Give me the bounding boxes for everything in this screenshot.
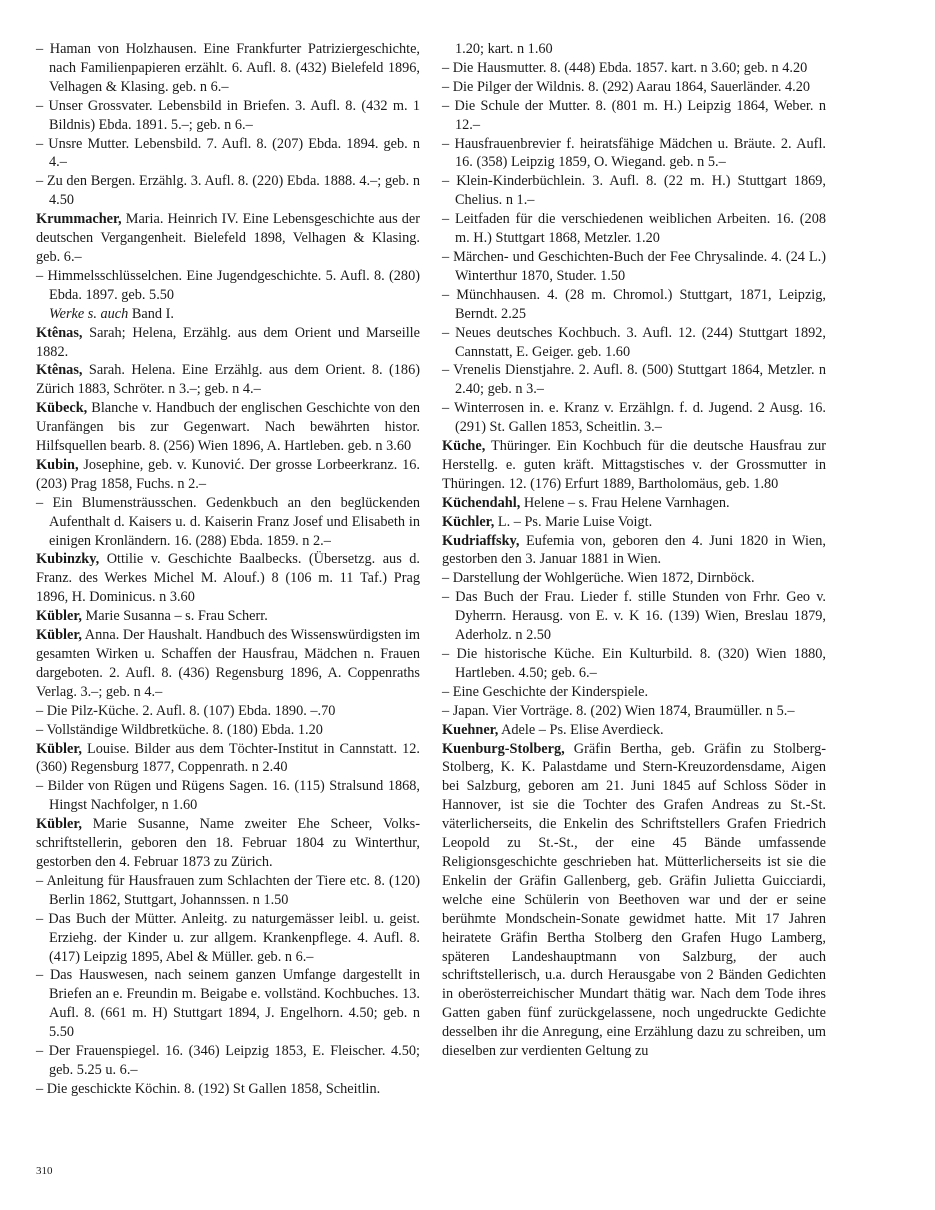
bibliography-subentry (36, 966, 420, 1042)
bibliography-subentry (36, 721, 420, 740)
bibliography-subentry (36, 910, 420, 967)
entry-text: Sarah; Helena, Erzählg. aus dem Orient und Marseille 1882. (36, 324, 420, 360)
entry-author: Ktênas, (36, 324, 83, 341)
entry-author: Ktênas, (36, 362, 83, 379)
entry-text: – Eine Geschichte der Kinderspiele. (442, 683, 649, 700)
entry-text: – Die geschickte Köchin. 8. (192) St Gallen 1858, Scheitlin. (36, 1080, 381, 1097)
bibliography-entry (36, 607, 420, 626)
bibliography-subentry (36, 702, 420, 721)
entry-text: – Haman von Holzhausen. Eine Frankfurter Patriziergeschichte, nach Familienpapieren erzählt. 6. Aufl. 8. (432) Bielefeld 1896, Velhagen & Klasing. geb. n 6.– (36, 41, 420, 95)
entry-text: – Leitfaden für die verschiedenen weiblichen Arbeiten. 16. (208 m. H.) Stuttgart 1868, Metzler. 1.20 (442, 211, 826, 247)
entry-text: Gräfin Bertha, geb. Gräfin zu Stolberg-Stolberg, K. K. Palastdame und Stern-Kreuzordensdame, Aigen bei Salzburg, geboren am 21. Juni 1845 auf Schloss Söder in Hannover, ist sie die Tochter des Grafen Andreas zu St.-St. väterlicherseits, die Enkelin des Schriftstellers Grafen Friedrich Leopold zu St.-St., der eine 45 Bände umfassende Religionsgeschichte geschrieben hat. Mütterlicherseits ist sie die Enkelin der Gräfin Gallenberg, geb. Gräfin Julietta Guicciardi, welche eine Schülerin von Beethoven war und der er seine berühmte Mondschein-Sonate gewidmet hatte. Mit 17 Jahren heiratete Gräfin Bertha Stolberg den Grafen Hugo Lamberg, späteren Landeshauptmann von Salzburg, der auch schriftstellerisch, u.a. durch Herausgabe von 2 Bänden Gedichten in oberösterreichischer Mundart thätig war. Nach dem Tode ihres Gatten gaben fünf zurückgelassene, noch ungedruckte Gedichte desselben ihr die Anregung, eine Erzählung dazu zu schreiben, um dieselben zur verdienten Geltung zu (442, 740, 826, 1060)
bibliography-entry (36, 324, 420, 362)
entry-text: – Bilder von Rügen und Rügens Sagen. 16. (115) Stralsund 1868, Hingst Nachfolger, n 1.60 (36, 778, 420, 814)
bibliography-entry (36, 815, 420, 872)
entry-text: Josephine, geb. v. Kunović. Der grosse Lorbeerkranz. 16. (203) Prag 1858, Fuchs. n 2.– (36, 456, 420, 492)
entry-text: Adele – Ps. Elise Averdieck. (498, 721, 664, 738)
bibliography-entry (442, 513, 826, 532)
entry-text: – Vrenelis Dienstjahre. 2. Aufl. 8. (500) Stuttgart 1864, Metzler. n 2.40; geb. n 3.– (442, 362, 826, 398)
left-column (36, 40, 420, 1099)
bibliography-subentry (442, 78, 826, 97)
bibliography-subentry (36, 97, 420, 135)
entry-text: – Darstellung der Wohlgerüche. Wien 1872, Dirnböck. (442, 570, 755, 587)
entry-author: Kübler, (36, 608, 82, 625)
bibliography-subentry (36, 267, 420, 324)
page-number: 310 (36, 1165, 53, 1177)
bibliography-subentry (442, 59, 826, 78)
entry-text: Eufemia von, geboren den 4. Juni 1820 in Wien, gestorben den 3. Januar 1881 in Wien. (442, 532, 826, 568)
bibliography-entry (36, 399, 420, 456)
entry-author: Kudriaffsky, (442, 532, 520, 549)
bibliography-entry (36, 210, 420, 267)
bibliography-subentry (36, 494, 420, 551)
entry-text: – Winterrosen in. e. Kranz v. Erzählgn. f. d. Jugend. 2 Ausg. 16. (291) St. Gallen 1853, Scheitlin. 3.– (442, 400, 826, 436)
bibliography-subentry (442, 324, 826, 362)
entry-text: Marie Susanna – s. Frau Scherr. (81, 608, 268, 625)
entry-text: – Die historische Küche. Ein Kulturbild. 8. (320) Wien 1880, Hartleben. 4.50; geb. 6.– (442, 646, 826, 681)
entry-text: – Münchhausen. 4. (28 m. Chromol.) Stuttgart, 1871, Leipzig, Berndt. 2.25 (442, 286, 826, 322)
entry-text: – Ein Blumensträusschen. Gedenkbuch an den beglückenden Aufenthalt d. Kaisers u. d. Kaiserin Franz Josef und Elisabeth in einigen Kronländern. 16. (288) Ebda. 1859. n 2.– (36, 494, 420, 549)
entry-text: Marie Susanne, Name zweiter Ehe Scheer, Volksschriftstellerin, geboren den 18. Februar 1804 zu Winterthur, gestorben den 4. Februar 1873 zu Zürich. (36, 816, 420, 870)
entry-author: Kübler, (36, 816, 82, 833)
bibliography-subentry (36, 777, 420, 815)
entry-text: Thüringer. Ein Kochbuch für die deutsche Hausfrau zur Herstellg. e. guten kräft. Mittagstisches v. der Grossmutter in Thüringen. 12. (176) Erfurt 1889, Bartholomäus, geb. 1.80 (442, 438, 826, 492)
entry-text: Sarah. Helena. Eine Erzählg. aus dem Orient. 8. (186) Zürich 1883, Schröter. n 3.–; geb. n 4.– (36, 362, 420, 398)
entry-author: Kübler, (36, 627, 82, 644)
entry-text: – Die Pilger der Wildnis. 8. (292) Aarau 1864, Sauerländer. 4.20 (442, 78, 811, 95)
bibliography-entry (442, 740, 826, 1061)
entry-text: – Japan. Vier Vorträge. 8. (202) Wien 1874, Braumüller. n 5.– (442, 702, 795, 719)
bibliography-subentry (36, 872, 420, 910)
entry-text: Anna. Der Haushalt. Handbuch des Wissenswürdigsten im gesamten Wirken u. Schaffen der Hausfrau, Mädchen n. Frauen dargeboten. 2. Aufl. 8. (436) Regensburg 1896, A. Coppenraths Verlag. 3.–; geb. n 4.– (36, 627, 420, 700)
entry-text: – Der Frauenspiegel. 16. (346) Leipzig 1853, E. Fleischer. 4.50; geb. 5.25 u. 6.– (36, 1043, 420, 1078)
entry-text: – Die Pilz-Küche. 2. Aufl. 8. (107) Ebda. 1890. –.70 (36, 702, 336, 719)
entry-text: L. – Ps. Marie Luise Voigt. (494, 513, 653, 530)
bibliography-subentry (442, 569, 826, 588)
bibliography-subentry (36, 1042, 420, 1080)
entry-author: Kübeck, (36, 400, 88, 417)
bibliography-subentry (442, 248, 826, 286)
bibliography-entry (442, 721, 826, 740)
entry-author: Küchler, (442, 513, 495, 530)
bibliography-entry (442, 437, 826, 494)
entry-author: Krummacher, (36, 211, 122, 228)
bibliography-subentry (442, 361, 826, 399)
bibliography-subentry (36, 135, 420, 173)
entry-text: – Märchen- und Geschichten-Buch der Fee Chrysalinde. 4. (24 L.) Winterthur 1870, Studer. 1.50 (442, 248, 826, 284)
bibliography-subentry (442, 683, 826, 702)
entry-text: – Das Buch der Mütter. Anleitg. zu naturgemässer leibl. u. geist. Erziehg. der Kinder u. zur allgem. Krankenpflege. 4. Aufl. 8. (417) Leipzig 1895, Abel & Müller. geb. n 6.– (36, 910, 420, 965)
bibliography-entry (36, 626, 420, 702)
entry-text: – Anleitung für Hausfrauen zum Schlachten der Tiere etc. 8. (120) Berlin 1862, Stuttgart, Johannssen. n 1.50 (36, 872, 420, 908)
bibliography-subentry (442, 588, 826, 645)
entry-text: – Klein-Kinderbüchlein. 3. Aufl. 8. (22 m. H.) Stuttgart 1869, Chelius. n 1.– (442, 173, 826, 209)
entry-text: Blanche v. Handbuch der englischen Geschichte von den Uranfängen bis zur Gegenwart. Nach bewährten histor. Hilfsquellen bearb. 8. (256) Wien 1896, A. Hartleben. geb. n 3.60 (36, 400, 420, 455)
bibliography-subentry (442, 97, 826, 135)
bibliography-subentry (442, 172, 826, 210)
entry-text: – Das Hauswesen, nach seinem ganzen Umfange dargestellt in Briefen an e. Freundin m. Beigabe e. vollständ. Kochbuches. 13. Aufl. 8. (661 m. H) Stuttgart 1894, J. Engelhorn. 4.50; geb. n 5.50 (36, 967, 420, 1041)
bibliography-entry (36, 550, 420, 607)
entry-text: – Himmelsschlüsselchen. Eine Jugendgeschichte. 5. Aufl. 8. (280) Ebda. 1897. geb. 5.50 (36, 267, 420, 303)
entry-text: – Hausfrauenbrevier f. heiratsfähige Mädchen u. Bräute. 2. Aufl. 16. (358) Leipzig 1859, O. Wiegand. geb. n 5.– (442, 135, 826, 171)
entry-text: Louise. Bilder aus dem Töchter-Institut in Cannstatt. 12. (360) Regensburg 1877, Coppenrath. n 2.40 (36, 740, 420, 776)
bibliography-subentry (36, 1080, 420, 1099)
entry-text: Maria. Heinrich IV. Eine Lebensgeschichte aus der deutschen Vergangenheit. Bielefeld 1898, Velhagen & Klasing. geb. 6.– (36, 211, 420, 265)
bibliography-subentry (36, 172, 420, 210)
bibliography-subentry (442, 399, 826, 437)
entry-text: Helene – s. Frau Helene Varnhagen. (520, 494, 730, 511)
entry-author: Kubinzky, (36, 551, 100, 568)
entry-text: – Unsre Mutter. Lebensbild. 7. Aufl. 8. (207) Ebda. 1894. geb. n 4.– (36, 135, 420, 171)
bibliography-subentry (442, 286, 826, 324)
bibliography-subentry (442, 135, 826, 173)
entry-author: Kuehner, (442, 721, 499, 738)
bibliography-entry (442, 532, 826, 570)
bibliography-entry (36, 740, 420, 778)
bibliography-subentry (442, 40, 826, 59)
bibliography-subentry (36, 40, 420, 97)
bibliography-entry (36, 361, 420, 399)
entry-author: Küchendahl, (442, 494, 521, 511)
entry-author: Küche, (442, 438, 486, 455)
entry-note-italic: Werke s. auch (49, 305, 129, 322)
entry-note: Band I. (128, 305, 174, 322)
entry-text: Ottilie v. Geschichte Baalbecks. (Übersetzg. aus d. Franz. des Werkes Michel M. Alouf.) 8 (106 m. 11 Taf.) Prag 1896, H. Dominicus. n 3.60 (36, 551, 420, 606)
bibliography-subentry (442, 210, 826, 248)
entry-text: – Die Schule der Mutter. 8. (801 m. H.) Leipzig 1864, Weber. n 12.– (442, 97, 826, 133)
entry-text: – Das Buch der Frau. Lieder f. stille Stunden von Frhr. Geo v. Dyherrn. Herausg. von E. v. K 16. (139) Wien, Breslau 1879, Aderholz. n 2.50 (442, 589, 826, 644)
entry-text: – Zu den Bergen. Erzählg. 3. Aufl. 8. (220) Ebda. 1888. 4.–; geb. n 4.50 (36, 173, 420, 209)
bibliography-subentry (442, 702, 826, 721)
right-column (442, 40, 826, 1061)
bibliography-entry (36, 456, 420, 494)
entry-text: 1.20; kart. n 1.60 (455, 41, 553, 57)
entry-text: – Die Hausmutter. 8. (448) Ebda. 1857. kart. n 3.60; geb. n 4.20 (442, 59, 808, 76)
entry-text: – Unser Grossvater. Lebensbild in Briefen. 3. Aufl. 8. (432 m. 1 Bildnis) Ebda. 1891. 5.–; geb. n 6.– (36, 97, 420, 133)
entry-text: – Neues deutsches Kochbuch. 3. Aufl. 12. (244) Stuttgart 1892, Cannstatt, E. Geiger. geb. 1.60 (442, 324, 826, 360)
entry-text: – Vollständige Wildbretküche. 8. (180) Ebda. 1.20 (36, 721, 323, 738)
bibliography-entry (442, 494, 826, 513)
entry-author: Kuenburg-Stolberg, (442, 740, 565, 757)
entry-author: Kubin, (36, 456, 79, 473)
bibliography-subentry (442, 645, 826, 683)
entry-author: Kübler, (36, 740, 82, 757)
